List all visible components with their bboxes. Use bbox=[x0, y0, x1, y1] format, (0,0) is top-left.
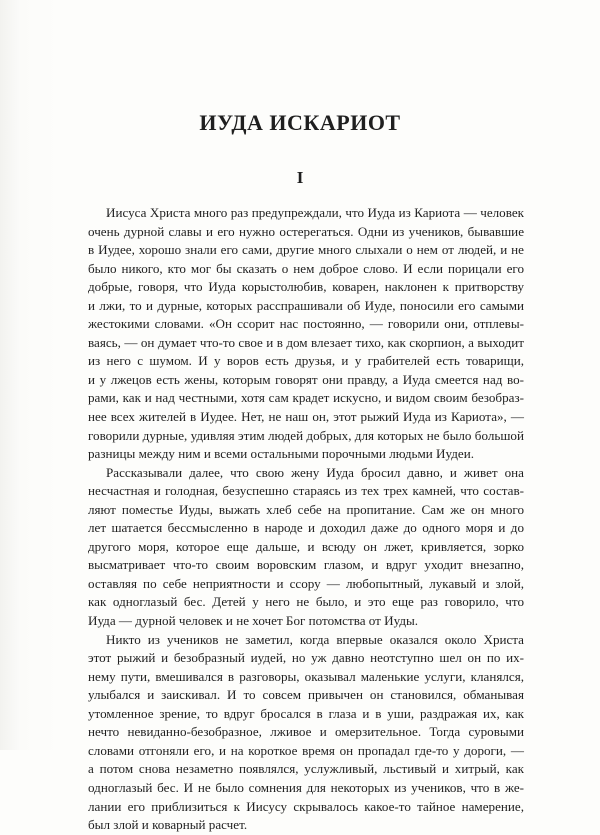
body-text bbox=[88, 204, 524, 835]
text-line: утомленное зрение, то вдруг бросался в глаза и в уши, раздражая их, как bbox=[88, 705, 524, 721]
text-line: нечто невиданно-безобразное, лживое и омерзительное. Тогда суровыми bbox=[88, 724, 524, 740]
text-line: другого моря, которое еще дальше, и всюду он лжет, кривляется, зорко bbox=[88, 538, 524, 554]
story-title: ИУДА ИСКАРИОТ bbox=[199, 110, 401, 135]
text-line: рами, как и над честными, хотя сам крадет искусно, и видом своим безобраз- bbox=[88, 390, 524, 406]
text-line: из него с шумом. И у воров есть друзья, и у грабителей есть товарищи, bbox=[88, 353, 524, 369]
paragraph bbox=[88, 204, 524, 464]
text-line: и у лжецов есть жены, которым говорят они правду, а Иуда смеется над во- bbox=[88, 371, 524, 387]
paragraph bbox=[88, 464, 524, 631]
text-line: жестокими словами. «Он ссорит нас постоянно, — говорили они, отплевы- bbox=[88, 316, 524, 332]
text-line: ляют поместье Иуды, выжать хлеб себе на пропитание. Сам же он много bbox=[88, 501, 524, 517]
text-line: оставляя по себе неприятности и ссору — любопытный, лукавый и злой, bbox=[88, 575, 524, 591]
text-line: Иисуса Христа много раз предупреждали, что Иуда из Кариота — человек bbox=[106, 205, 524, 220]
paragraph bbox=[88, 631, 524, 835]
text-line: улыбался и заискивал. И то совсем привычен он становился, обманывая bbox=[88, 687, 524, 703]
text-line: а потом снова незаметно появлялся, услужливый, льстивый и хитрый, как bbox=[88, 761, 524, 777]
text-line: Иуда — дурной человек и не хочет Бог потомства от Иуды. bbox=[88, 613, 419, 629]
text-line: словами отгоняли его, и на короткое время он пропадал где-то у дороги, — bbox=[88, 742, 524, 758]
chapter-number: I bbox=[296, 168, 304, 187]
text-line: был злой и коварный расчет. bbox=[88, 817, 248, 833]
text-line: высматривает что-то своим воровским глазом, и вдруг уходит внезапно, bbox=[88, 557, 524, 573]
text-line: лет шатается бессмысленно в народе и доходил даже до одного моря и до bbox=[88, 520, 524, 536]
text-line: нему пути, вмешивался в разговоры, оказывал маленькие услуги, кланялся, bbox=[88, 668, 524, 684]
text-line: Рассказывали далее, что свою жену Иуда бросил давно, и живет она bbox=[106, 464, 524, 480]
text-line: ваясь, — он думает что-то свое и в дом влезает тихо, как скорпион, а выходит bbox=[88, 334, 524, 350]
text-line: разницы между ним и всеми остальными порочными людьми Иудеи. bbox=[88, 446, 474, 462]
text-line: этот рыжий и безобразный иудей, но уж давно неотступно шел он по их- bbox=[88, 650, 524, 666]
text-line: говорили дурные, удивляя этим людей добрых, для которых не было большой bbox=[88, 427, 524, 443]
text-line: нее всех жителей в Иудее. Нет, не наш он, этот рыжий Иуда из Кариота», — bbox=[88, 409, 524, 425]
text-line: несчастная и голодная, безуспешно стараясь из тех трех камней, что состав- bbox=[88, 483, 524, 499]
text-line: было никого, кто мог бы сказать о нем доброе слово. И если порицали его bbox=[88, 260, 524, 276]
text-line: лании его приблизиться к Иисусу скрывалось какое-то тайное намерение, bbox=[88, 798, 524, 814]
text-line: в Иудее, хорошо знали его сами, другие много слыхали о нем от людей, и не bbox=[88, 242, 524, 258]
text-line: очень дурной славы и его нужно остерегаться. Одни из учеников, бывавшие bbox=[88, 223, 524, 239]
text-line: и лжи, то и дурные, которых расспрашивали об Иуде, поносили его самыми bbox=[88, 297, 524, 313]
text-line: Никто из учеников не заметил, когда впервые оказался около Христа bbox=[106, 631, 524, 647]
text-line: одноглазый бес. И не было сомнения для некоторых из учеников, что в же- bbox=[88, 779, 524, 795]
text-line: добрые, говоря, что Иуда корыстолюбив, коварен, наклонен к притворству bbox=[88, 279, 524, 295]
text-line: как одноглазый бес. Детей у него не было, и это еще раз говорило, что bbox=[88, 594, 524, 610]
